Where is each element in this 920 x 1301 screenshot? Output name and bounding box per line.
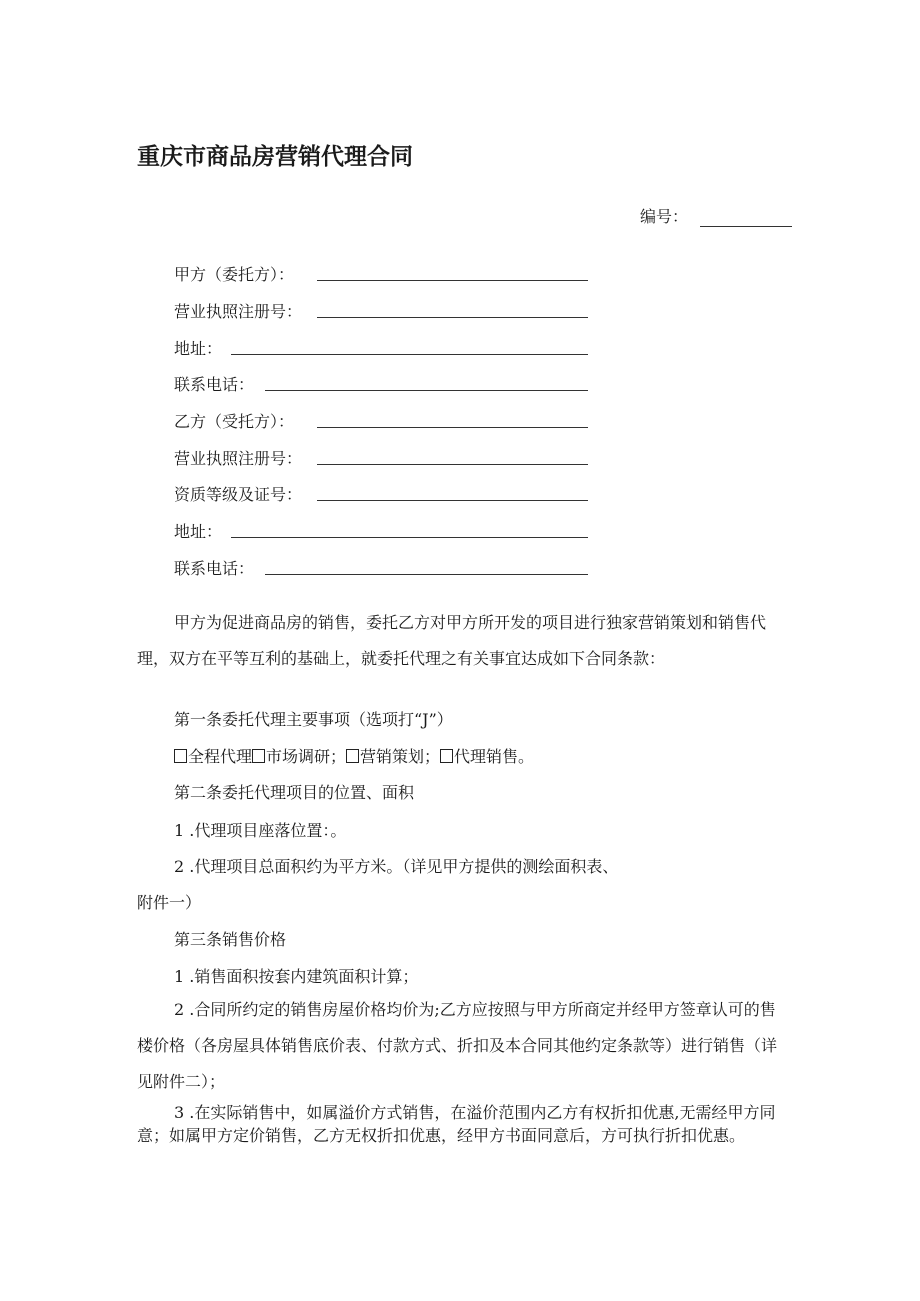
field-label: 营业执照注册号： [174, 302, 303, 321]
article3-item2: 2 .合同所约定的销售房屋价格均价为;乙方应按照与甲方所商定并经甲方签章认可的售楼价格（各房屋具体销售底价表、付款方式、折扣及本合同其他约定条款等）进行销售（详见附件二）； [137, 1000, 778, 1091]
option-label: 营销策划； [360, 747, 441, 766]
option-label: 全程代理 [188, 747, 253, 766]
contract-number-label: 编号： [640, 207, 689, 226]
field-party-a [174, 262, 294, 285]
party-b-qualification-blank[interactable] [317, 482, 588, 501]
option-label: 市场调研； [266, 747, 347, 766]
article1-options [174, 744, 534, 767]
party-b-phone-blank[interactable] [265, 556, 588, 575]
contract-number-row [640, 204, 792, 227]
option-checkbox[interactable] [252, 749, 265, 763]
article1-heading: 第一条委托代理主要事项（选项打“J”） [174, 710, 453, 729]
field-label: 联系电话： [174, 559, 255, 578]
field-label: 联系电话： [174, 375, 255, 394]
article3-item3: 3 .在实际销售中，如属溢价方式销售，在溢价范围内乙方有权折扣优惠,无需经甲方同意；如属甲方定价销售，乙方无权折扣优惠，经甲方书面同意后，方可执行折扣优惠。 [137, 1103, 776, 1145]
field-label: 甲方（委托方）： [174, 265, 295, 284]
article2-item2-cont: 附件一） [137, 893, 202, 912]
party-a-blank[interactable] [317, 262, 588, 281]
contract-number-blank[interactable] [700, 208, 792, 227]
field-label: 营业执照注册号： [174, 449, 303, 468]
field-party-a-license [174, 299, 302, 322]
party-a-address-blank[interactable] [231, 336, 588, 355]
field-party-a-address [174, 336, 222, 359]
intro-paragraph: 甲方为促进商品房的销售，委托乙方对甲方所开发的项目进行独家营销策划和销售代理，双方在平等互利的基础上，就委托代理之有关事宜达成如下合同条款： [137, 613, 767, 668]
article2-item2: 2 .代理项目总面积约为平方米。（详见甲方提供的测绘面积表、 [174, 857, 619, 876]
option-checkbox[interactable] [440, 749, 453, 763]
article2-heading: 第二条委托代理项目的位置、面积 [174, 783, 415, 802]
field-label: 地址： [174, 522, 223, 541]
field-label: 资质等级及证号： [174, 485, 303, 504]
field-label: 乙方（受托方）： [174, 412, 295, 431]
party-b-address-blank[interactable] [231, 519, 588, 538]
field-party-b [174, 409, 294, 432]
article3-heading: 第三条销售价格 [174, 930, 287, 949]
party-a-phone-blank[interactable] [265, 372, 588, 391]
field-party-b-qualification [174, 482, 302, 505]
article2-item1: 1 .代理项目座落位置：。 [174, 821, 347, 840]
field-party-b-address [174, 519, 222, 542]
field-party-b-license [174, 446, 302, 469]
field-party-b-phone [174, 556, 254, 579]
party-b-license-blank[interactable] [317, 446, 588, 465]
option-label: 代理销售。 [454, 747, 535, 766]
field-label: 地址： [174, 339, 223, 358]
option-checkbox[interactable] [174, 749, 187, 763]
article3-item1: 1 .销售面积按套内建筑面积计算； [174, 967, 419, 986]
option-checkbox[interactable] [346, 749, 359, 763]
party-b-blank[interactable] [317, 409, 588, 428]
party-a-license-blank[interactable] [317, 299, 588, 318]
document-title: 重庆市商品房营销代理合同 [137, 144, 413, 170]
field-party-a-phone [174, 372, 254, 395]
